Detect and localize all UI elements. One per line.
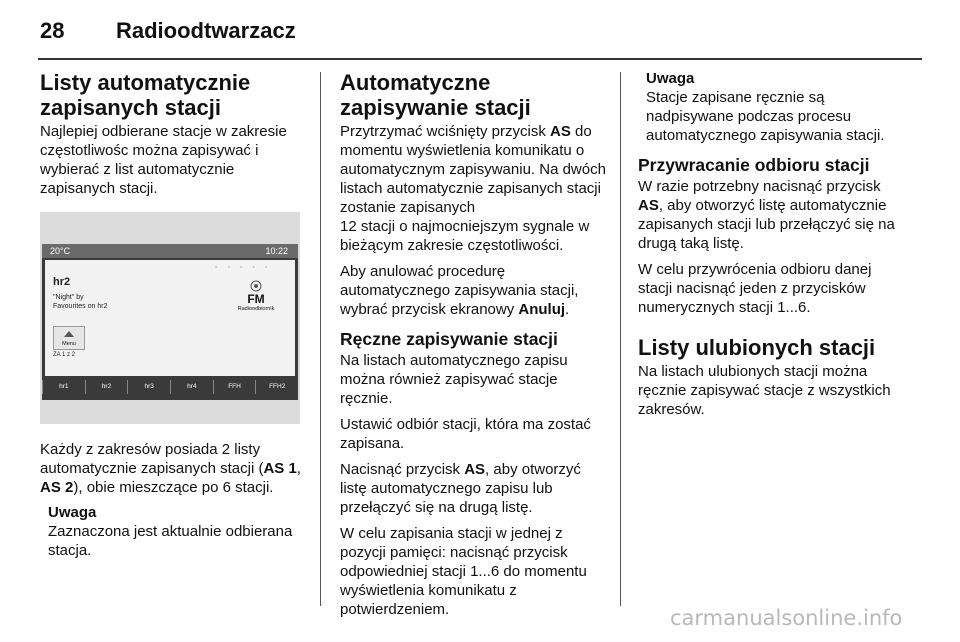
radio-antenna-icon [248, 278, 264, 292]
cancel-paragraph: Aby anulować procedurę automatycznego zapisywania stacji, wybrać przycisk ekranowy Anuluj. [340, 263, 579, 318]
radio-screen-illustration [40, 212, 300, 424]
radio-display [42, 244, 298, 400]
page-number: 28 [40, 18, 65, 43]
section-heading-auto-lists: Listy automatycznie zapisanych stacji [40, 70, 251, 120]
column-divider-2 [620, 72, 621, 606]
manual-paragraph-1: Na listach automatycznego zapisu można również zapisywać stacje ręcznie. [340, 352, 568, 407]
note-body-2: Stacje zapisane ręcznie są nadpisywane podczas procesu automatycznego zapisywania stacji. [646, 89, 885, 144]
note-body: Zaznaczona jest aktualnie odbierana stacja. [48, 523, 293, 559]
section-heading-auto-store: Automatyczne zapisywanie stacji [340, 70, 531, 120]
manual-paragraph-4: W celu zapisania stacji w jednej z pozycji pamięci: nacisnąć przycisk odpowiedniej stacji 1...6 do momentu wyświetlenia komunikatu z potwierdzeniem. [340, 525, 587, 618]
band-sublabel: Radioodbiornik [237, 306, 275, 312]
note-title-2: Uwaga [646, 70, 695, 87]
list-indicator: ZA 1 z 2 [53, 352, 76, 358]
manual-paragraph-2: Ustawić odbiór stacji, która ma zostać zapisana. [340, 416, 591, 452]
as2-label: AS 2 [40, 479, 74, 496]
sub-heading-manual-store: Ręczne zapisywanie stacji [340, 329, 558, 349]
preset-3: hr3 [127, 380, 170, 394]
column-1 [40, 70, 308, 560]
column-2 [340, 70, 608, 626]
section-heading-favourites: Listy ulubionych stacji [638, 335, 876, 360]
temperature: 20°C [50, 246, 71, 256]
status-bar [42, 244, 298, 258]
chapter-title: Radioodtwarzacz [116, 18, 296, 43]
manual-paragraph-3: Nacisnąć przycisk AS, aby otworzyć listę automatycznego zapisu lub przełączyć się na drugą listę. [340, 461, 581, 516]
status-icons: ◦ ◦ ◦ ◦ ◦ [215, 264, 272, 271]
restore-paragraph-2: W celu przywrócenia odbioru danej stacji nacisnąć jeden z przycisków numerycznych stacji 1...6. [638, 261, 872, 316]
watermark: carmanualsonline.info [670, 606, 903, 630]
intro-paragraph: Najlepiej odbierane stacje w zakresie częstotliwośc można zapisywać i wybierać z list automatycznie zapisanych stacji. [40, 123, 287, 197]
preset-5: FFH [213, 380, 256, 394]
song-line-1: "Night" by [53, 294, 84, 301]
preset-6: FFH2 [255, 380, 298, 394]
column-divider-1 [320, 72, 321, 606]
fm-band-indicator [235, 278, 277, 318]
preset-4: hr4 [170, 380, 213, 394]
favourites-paragraph: Na listach ulubionych stacji można ręcznie zapisywać stacje z wszystkich zakresów. [638, 363, 891, 418]
station-name: hr2 [53, 276, 71, 288]
menu-label: Menu [62, 341, 76, 347]
as1-label: AS 1 [263, 460, 297, 477]
sub-heading-restore: Przywracanie odbioru stacji [638, 155, 870, 175]
auto-store-paragraph: Przytrzymać wciśnięty przycisk AS do momentu wyświetlenia komunikatu o automatycznym zapisywaniu. Na dwóch listach automatycznie zapisanych stacji zostanie zapisanych 12 stacji o najmocniejszym sygnale w bieżącym zakresie częstotliwości. [340, 123, 606, 254]
menu-button [53, 326, 85, 350]
note-title: Uwaga [48, 504, 97, 521]
radio-main-area [45, 260, 295, 376]
song-line-2: Favourites on hr2 [53, 303, 108, 310]
page-header [38, 0, 922, 60]
preset-1: hr1 [42, 380, 85, 394]
menu-icon [63, 330, 75, 338]
preset-bar [42, 380, 298, 394]
note-overwrite [646, 70, 908, 145]
band-label: FM [247, 292, 265, 306]
column-3 [638, 70, 908, 426]
clock: 10:22 [265, 246, 288, 256]
restore-paragraph-1: W razie potrzebny nacisnąć przycisk AS, aby otworzyć listę automatycznie zapisanych stacji lub przełączyć się na drugą taką listę. [638, 178, 895, 252]
lists-paragraph: Każdy z zakresów posiada 2 listy automatycznie zapisanych stacji (AS 1, AS 2), obie mieszczące po 6 stacji. [40, 441, 301, 496]
note-current-station [48, 504, 308, 560]
preset-2: hr2 [85, 380, 128, 394]
